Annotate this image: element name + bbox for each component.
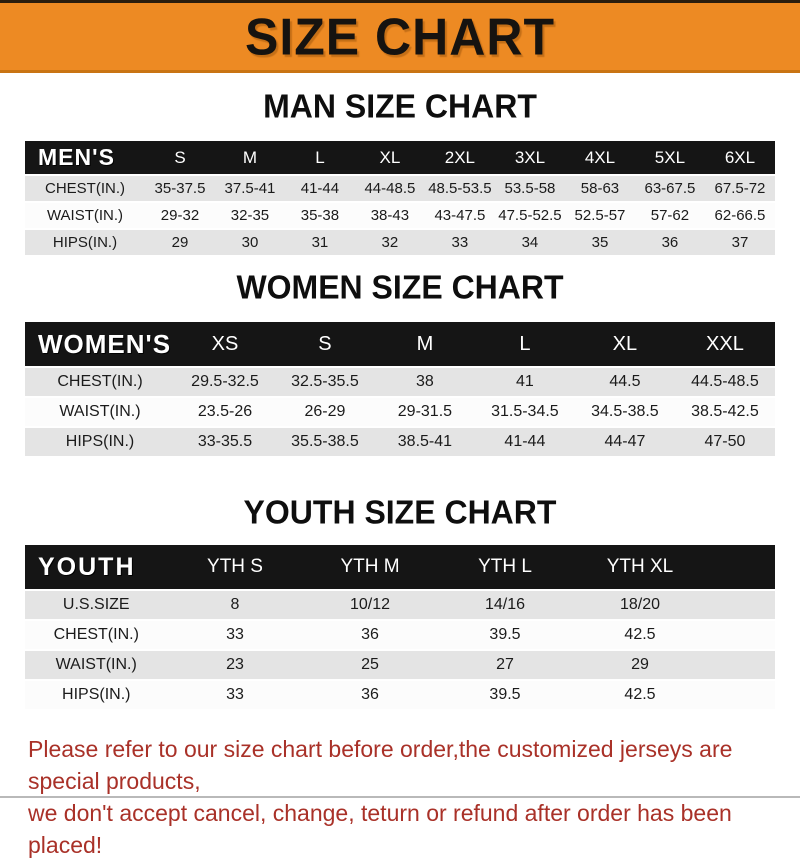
size-cell: 35-38 [300,207,340,224]
size-cell: 36 [361,626,379,643]
size-cell: 67.5-72 [714,180,766,197]
size-col-header: 5XL [654,147,686,167]
spacer-cell [708,545,776,589]
size-cell: 47-50 [704,433,746,450]
row-label: WAIST(IN.) [59,403,141,420]
spacer-cell [708,621,776,649]
size-cell: 42.5 [624,686,656,703]
size-cell: 44-47 [604,433,646,450]
size-cell: 36 [361,686,379,703]
youth-section [0,494,800,711]
size-col-header: 4XL [584,147,616,167]
page-title: SIZE CHART [245,7,555,66]
size-cell: 44.5 [609,373,641,390]
spacer-cell [708,651,776,679]
size-col-header: M [416,332,434,355]
size-cell: 23 [226,656,244,673]
youth-size-table [25,543,775,711]
size-cell: 10/12 [349,596,391,613]
size-col-header: S [318,332,332,355]
size-cell: 42.5 [624,626,656,643]
size-cell: 38-43 [370,207,410,224]
spacer-cell [708,591,776,619]
size-cell: 29-31.5 [397,403,453,420]
row-label: WAIST(IN.) [46,207,124,224]
banner [0,0,800,73]
size-cell: 57-62 [650,207,690,224]
size-col-header: YTH XL [606,556,674,577]
size-cell: 44-48.5 [364,180,416,197]
man-table-header-row [25,141,775,174]
man-chest-row [25,176,775,201]
size-cell: 37.5-41 [224,180,276,197]
size-col-header: XXL [706,332,744,355]
size-cell: 35 [591,234,609,251]
youth-hips-row [25,681,775,709]
size-cell: 34 [521,234,539,251]
women-section-heading: WOMEN SIZE CHART [236,268,564,306]
size-cell: 32 [381,234,399,251]
size-col-header: XL [612,332,638,355]
youth-table-label: YOUTH [38,552,136,581]
size-cell: 33 [451,234,469,251]
women-waist-row [25,398,775,426]
size-cell: 37 [731,234,749,251]
size-cell: 41-44 [300,180,340,197]
size-col-header: XL [379,147,401,167]
size-cell: 29 [171,234,189,251]
size-cell: 27 [496,656,514,673]
size-cell: 29.5-32.5 [191,373,259,390]
size-col-header: S [174,147,186,167]
youth-waist-row [25,651,775,679]
size-cell: 38.5-41 [397,433,453,450]
man-section [0,88,800,257]
size-col-header: 2XL [444,147,476,167]
spacer-cell [708,681,776,709]
size-cell: 41-44 [504,433,546,450]
size-cell: 53.5-58 [504,180,556,197]
size-cell: 29-32 [160,207,200,224]
row-label: CHEST(IN.) [45,180,125,197]
size-cell: 44.5-48.5 [691,373,759,390]
row-label: HIPS(IN.) [52,234,118,251]
size-cell: 18/20 [619,596,661,613]
size-cell: 33 [226,686,244,703]
size-col-header: YTH L [478,556,532,577]
women-table-header-row [25,322,775,366]
man-waist-row [25,203,775,228]
size-cell: 30 [241,234,259,251]
size-cell: 38.5-42.5 [691,403,759,420]
size-cell: 31 [311,234,329,251]
size-cell: 36 [661,234,679,251]
size-col-header: YTH M [340,556,400,577]
size-cell: 8 [230,596,240,613]
women-section [0,269,800,458]
row-label: CHEST(IN.) [57,373,143,390]
youth-table-header-row [25,545,775,589]
size-cell: 52.5-57 [574,207,626,224]
youth-section-heading: YOUTH SIZE CHART [243,493,557,531]
size-cell: 31.5-34.5 [491,403,559,420]
size-cell: 34.5-38.5 [591,403,659,420]
size-cell: 26-29 [304,403,346,420]
size-cell: 43-47.5 [434,207,486,224]
man-section-heading: MAN SIZE CHART [263,87,537,125]
size-cell: 32-35 [230,207,270,224]
women-chest-row [25,368,775,396]
row-label: U.S.SIZE [62,596,130,613]
man-hips-row [25,230,775,255]
man-size-table [25,139,775,257]
size-cell: 58-63 [580,180,620,197]
size-cell: 62-66.5 [714,207,766,224]
women-hips-row [25,428,775,456]
footer-line-1: Please refer to our size chart before order,the customized jerseys are special products, [28,736,733,794]
size-col-header: XS [211,332,239,355]
size-cell: 33-35.5 [197,433,253,450]
size-cell: 35.5-38.5 [291,433,359,450]
bottom-divider [0,796,800,798]
size-cell: 33 [226,626,244,643]
youth-chest-row [25,621,775,649]
size-cell: 39.5 [489,626,521,643]
row-label: HIPS(IN.) [65,433,135,450]
size-cell: 14/16 [484,596,526,613]
size-col-header: YTH S [207,556,263,577]
youth-ussize-row [25,591,775,619]
size-col-header: L [519,332,531,355]
size-col-header: 6XL [724,147,756,167]
size-cell: 23.5-26 [197,403,253,420]
size-cell: 39.5 [489,686,521,703]
size-cell: 32.5-35.5 [291,373,359,390]
size-cell: 47.5-52.5 [498,207,562,224]
footer-line-2: we don't accept cancel, change, teturn or refund after order has been placed! [28,800,732,858]
row-label: HIPS(IN.) [62,686,131,703]
row-label: CHEST(IN.) [53,626,139,643]
women-size-table [25,320,775,458]
size-cell: 29 [631,656,649,673]
man-table-label: MEN'S [38,144,115,170]
row-label: WAIST(IN.) [55,656,137,673]
size-cell: 41 [515,373,534,390]
size-cell: 38 [416,373,434,390]
size-cell: 48.5-53.5 [428,180,492,197]
size-cell: 25 [361,656,379,673]
size-cell: 35-37.5 [154,180,206,197]
size-col-header: 3XL [514,147,546,167]
size-col-header: M [242,147,258,167]
women-table-label: WOMEN'S [38,328,172,359]
size-col-header: L [315,147,325,167]
size-cell: 63-67.5 [644,180,696,197]
